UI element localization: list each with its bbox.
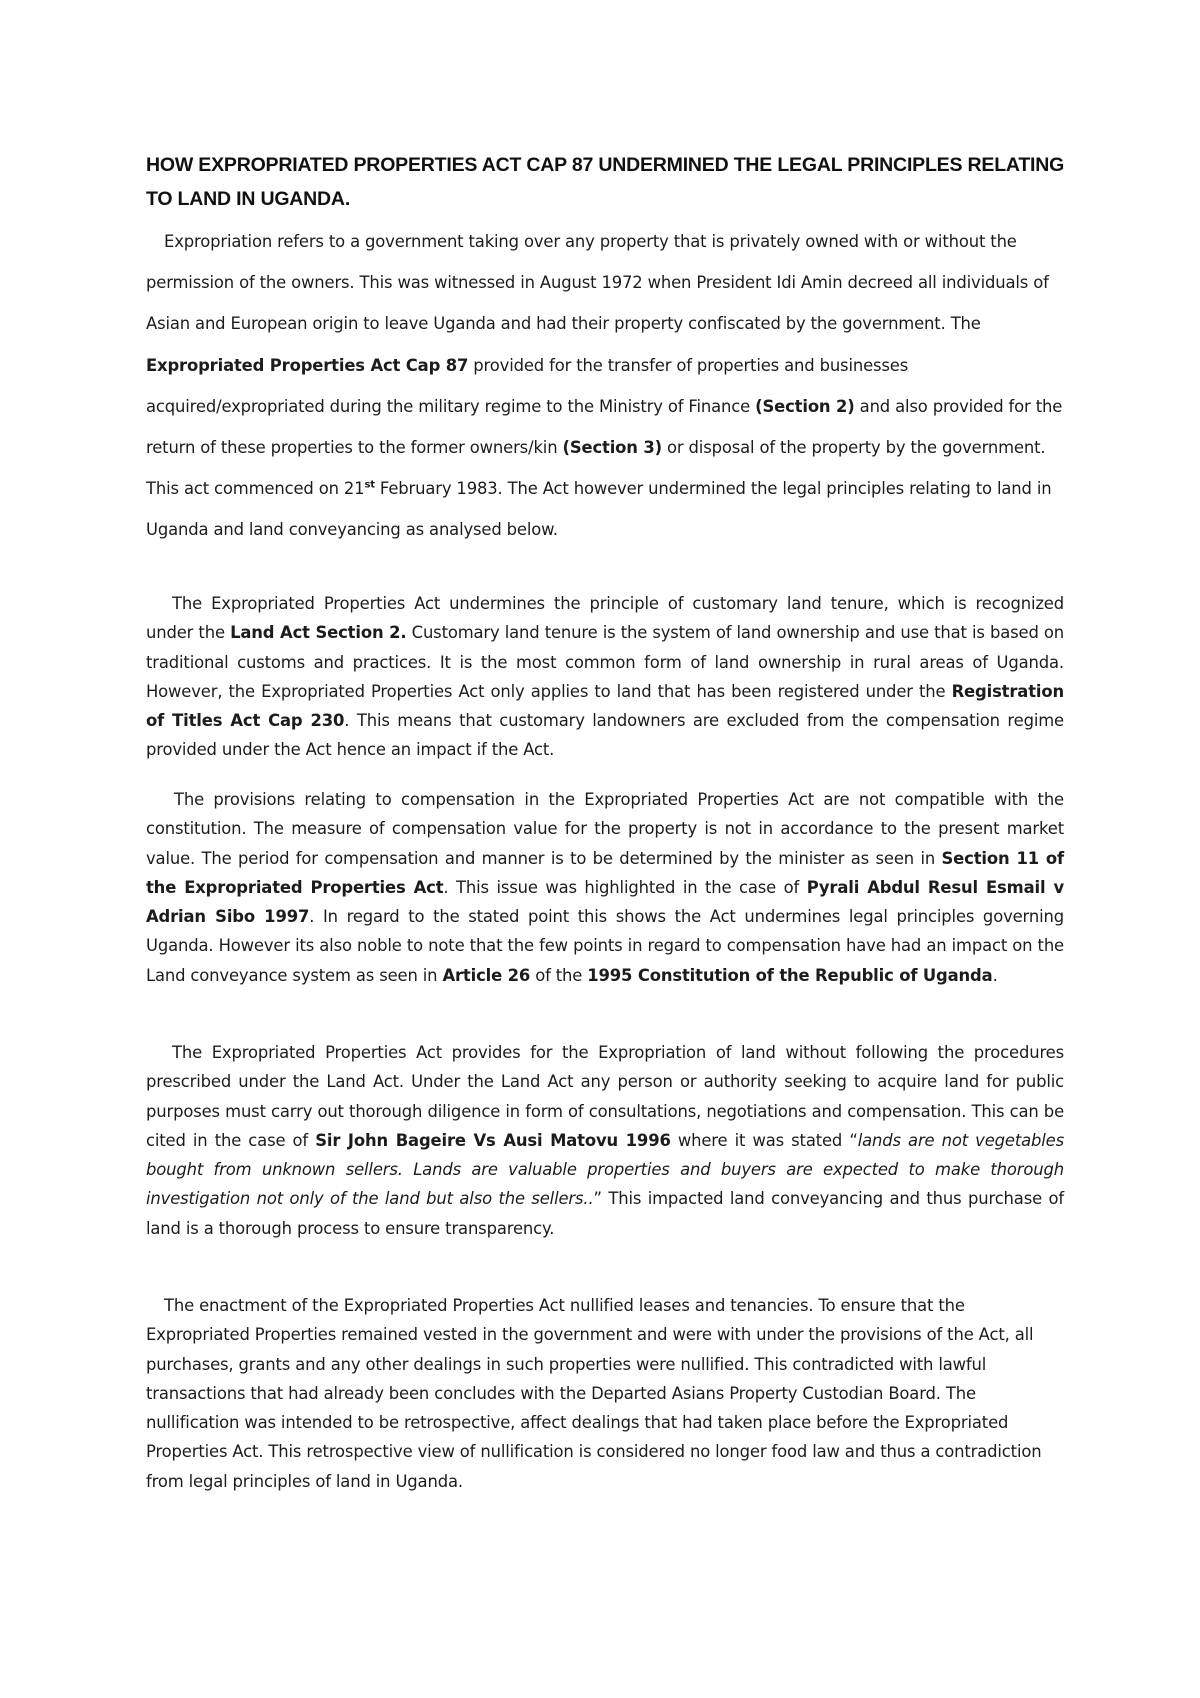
bold-section-11: Section 11 of the Expropriated Properties Act	[146, 848, 1064, 897]
text-run: provided for the transfer of properties and businesses acquired/expropriated during the military regime to the Ministry of Finance	[146, 355, 909, 416]
text-run: The provisions relating to compensation in the Expropriated Properties Act are not compatible with the constitution. The measure of compensation value for the property is not in accordance to the present market value. The period for compensation and manner is to be determined by the minister as seen in	[146, 790, 1064, 868]
paragraph-introduction	[146, 221, 1064, 551]
text-run: Customary land tenure is the system of land ownership and use that is based on traditional customs and practices. It is the most common form of land ownership in rural areas of Uganda. However, the Expropriated Properties Act only applies to land that has been registered under the	[146, 623, 1064, 701]
text-run: . In regard to the stated point this shows the Act undermines legal principles governing Uganda. However its also noble to note that the few points in regard to compensation have had an impact on the Land conveyance system as seen in	[146, 907, 1064, 985]
bold-case-bageire: Sir John Bageire Vs Ausi Matovu 1996	[315, 1130, 671, 1150]
bold-section-2: (Section 2)	[755, 396, 855, 416]
bold-article-26: Article 26	[442, 965, 531, 985]
bold-land-act-section-2: Land Act Section 2.	[230, 623, 407, 643]
text-run: or disposal of the property by the government. This act commenced on 21	[146, 438, 1046, 499]
bold-registration-of-titles-act: Registration of Titles Act Cap 230	[146, 681, 1064, 731]
bold-constitution-1995: 1995 Constitution of the Republic of Uganda	[587, 965, 993, 985]
text-run: February 1983. The Act however undermined the legal principles relating to land in Uganda and land conveyancing as analysed below.	[146, 479, 1052, 540]
text-run: . This means that customary landowners are excluded from the compensation regime provided under the Act hence an impact if the Act.	[146, 711, 1064, 760]
bold-case-pyrali: Pyrali Abdul Resul Esmail v Adrian Sibo 1997	[146, 877, 1064, 927]
document-title: HOW EXPROPRIATED PROPERTIES ACT CAP 87 UNDERMINED THE LEGAL PRINCIPLES RELATING TO LAND IN UGANDA.	[146, 154, 1065, 210]
text-run: .	[992, 965, 998, 985]
paragraph-customary-tenure	[146, 589, 1064, 765]
ordinal-superscript: st	[364, 479, 375, 491]
paragraph-nullification: The enactment of the Expropriated Properties Act nullified leases and tenancies. To ensure that the Expropriated Properties remained vested in the government and were with under the provisions of the Act, all purchases, grants and any other dealings in such properties were nullified. This contradicted with lawful transactions that had already been concludes with the Departed Asians Property Custodian Board. The nullification was intended to be retrospective, affect dealings that had taken place before the Expropriated Properties Act. This retrospective view of nullification is considered no longer food law and thus a contradiction from legal principles of land in Uganda.	[146, 1296, 1042, 1491]
text-run: The Expropriated Properties Act undermines the principle of customary land tenure, which is recognized under the	[146, 594, 1064, 643]
text-run: The Expropriated Properties Act provides for the Expropriation of land without following the procedures prescribed under the Land Act. Under the Land Act any person or authority seeking to acquire land for public purposes must carry out thorough diligence in form of consultations, negotiations and compensation. This can be cited in the case of	[146, 1043, 1064, 1150]
text-run: of the	[530, 965, 588, 985]
italic-quotation: lands are not vegetables bought from unknown sellers. Lands are valuable properties and buyers are expected to make thorough investigation not only of the land but also the sellers..	[146, 1130, 1065, 1209]
text-run: ” This impacted land conveyancing and thus purchase of land is a thorough process to ensure transparency.	[146, 1189, 1064, 1238]
bold-section-3: (Section 3)	[562, 438, 662, 458]
text-run: and also provided for the return of these properties to the former owners/kin	[146, 396, 1063, 458]
paragraph-procedures	[146, 1038, 1064, 1243]
text-run: . This issue was highlighted in the case of	[443, 877, 807, 897]
bold-act-name: Expropriated Properties Act Cap 87	[146, 355, 469, 375]
text-run: Expropriation refers to a government taking over any property that is privately owned with or without the permission of the owners. This was witnessed in August 1972 when President Idi Amin decreed all individuals of Asian and European origin to leave Uganda and had their property confiscated by the government. The	[146, 232, 1049, 334]
text-run: where it was stated “	[670, 1130, 858, 1150]
paragraph-compensation	[146, 785, 1064, 990]
